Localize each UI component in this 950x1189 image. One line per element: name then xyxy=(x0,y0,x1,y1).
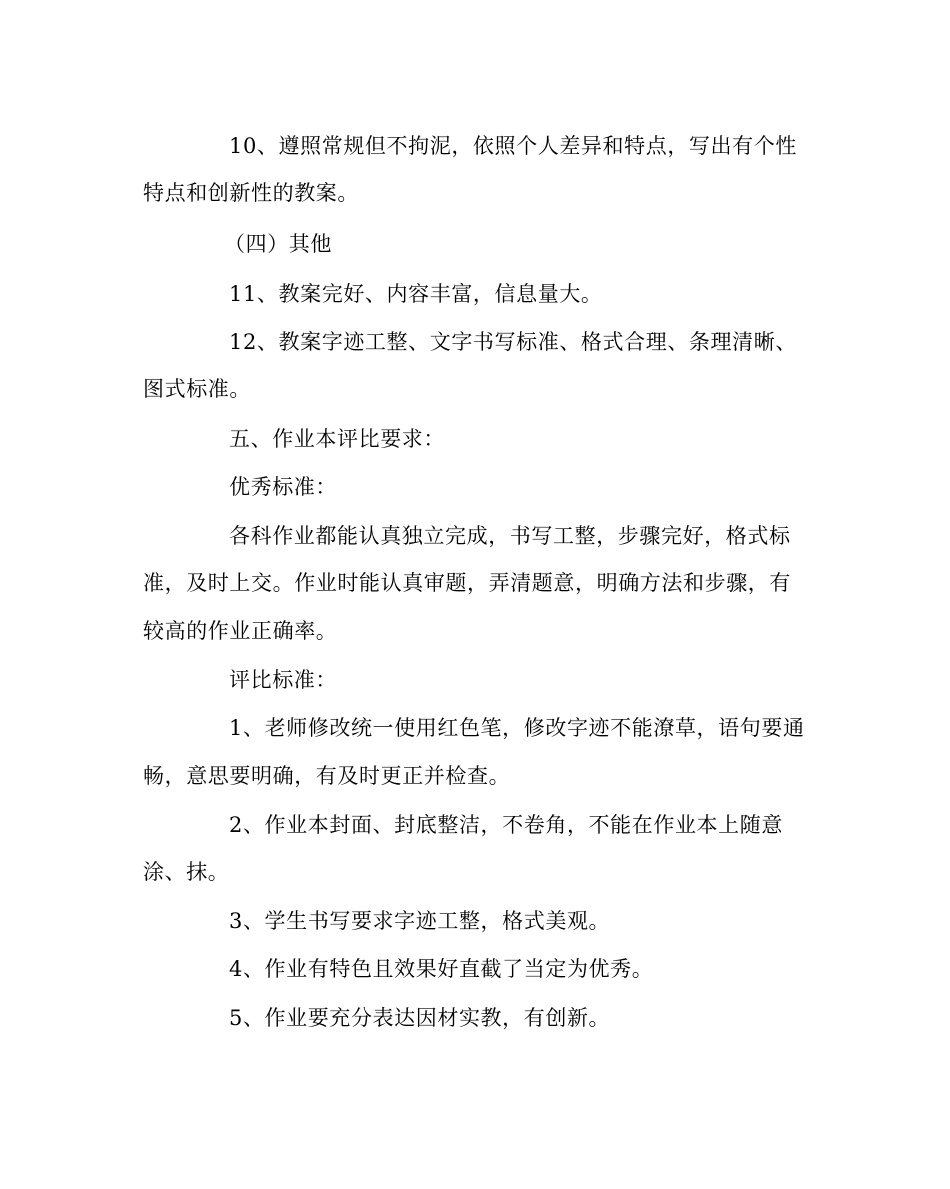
section-heading-other: （四）其他 xyxy=(224,232,332,256)
item-2-line-1: 2、作业本封面、封底整洁，不卷角，不能在作业本上随意 xyxy=(229,813,783,837)
paragraph-12-line-1: 12、教案字迹工整、文字书写标准、格式合理、条理清晰、 xyxy=(229,330,797,354)
item-2-line-2: 涂、抹。 xyxy=(143,860,230,884)
subheading-evaluation-standard: 评比标准： xyxy=(229,668,337,692)
paragraph-10-line-1: 10、遵照常规但不拘泥，依照个人差异和特点，写出有个性 xyxy=(229,134,797,158)
subheading-excellent-standard: 优秀标准： xyxy=(229,475,337,499)
item-3: 3、学生书写要求字迹工整，格式美观。 xyxy=(229,909,611,933)
item-1-line-1: 1、老师修改统一使用红色笔，修改字迹不能潦草，语句要通 xyxy=(229,716,805,740)
item-5: 5、作业要充分表达因材实教，有创新。 xyxy=(229,1006,611,1030)
excellent-paragraph-line-3: 较高的作业正确率。 xyxy=(143,619,338,643)
paragraph-11: 11、教案完好、内容丰富，信息量大。 xyxy=(229,282,603,306)
section-heading-homework: 五、作业本评比要求： xyxy=(229,427,445,451)
paragraph-10-line-2: 特点和创新性的教案。 xyxy=(143,181,359,205)
excellent-paragraph-line-1: 各科作业都能认真独立完成，书写工整，步骤完好，格式标 xyxy=(229,524,791,548)
excellent-paragraph-line-2: 准，及时上交。作业时能认真审题，弄清题意，明确方法和步骤，有 xyxy=(143,571,791,595)
paragraph-12-line-2: 图式标准。 xyxy=(143,377,251,401)
item-4: 4、作业有特色且效果好直截了当定为优秀。 xyxy=(229,957,654,981)
item-1-line-2: 畅，意思要明确，有及时更正并检查。 xyxy=(143,764,511,788)
